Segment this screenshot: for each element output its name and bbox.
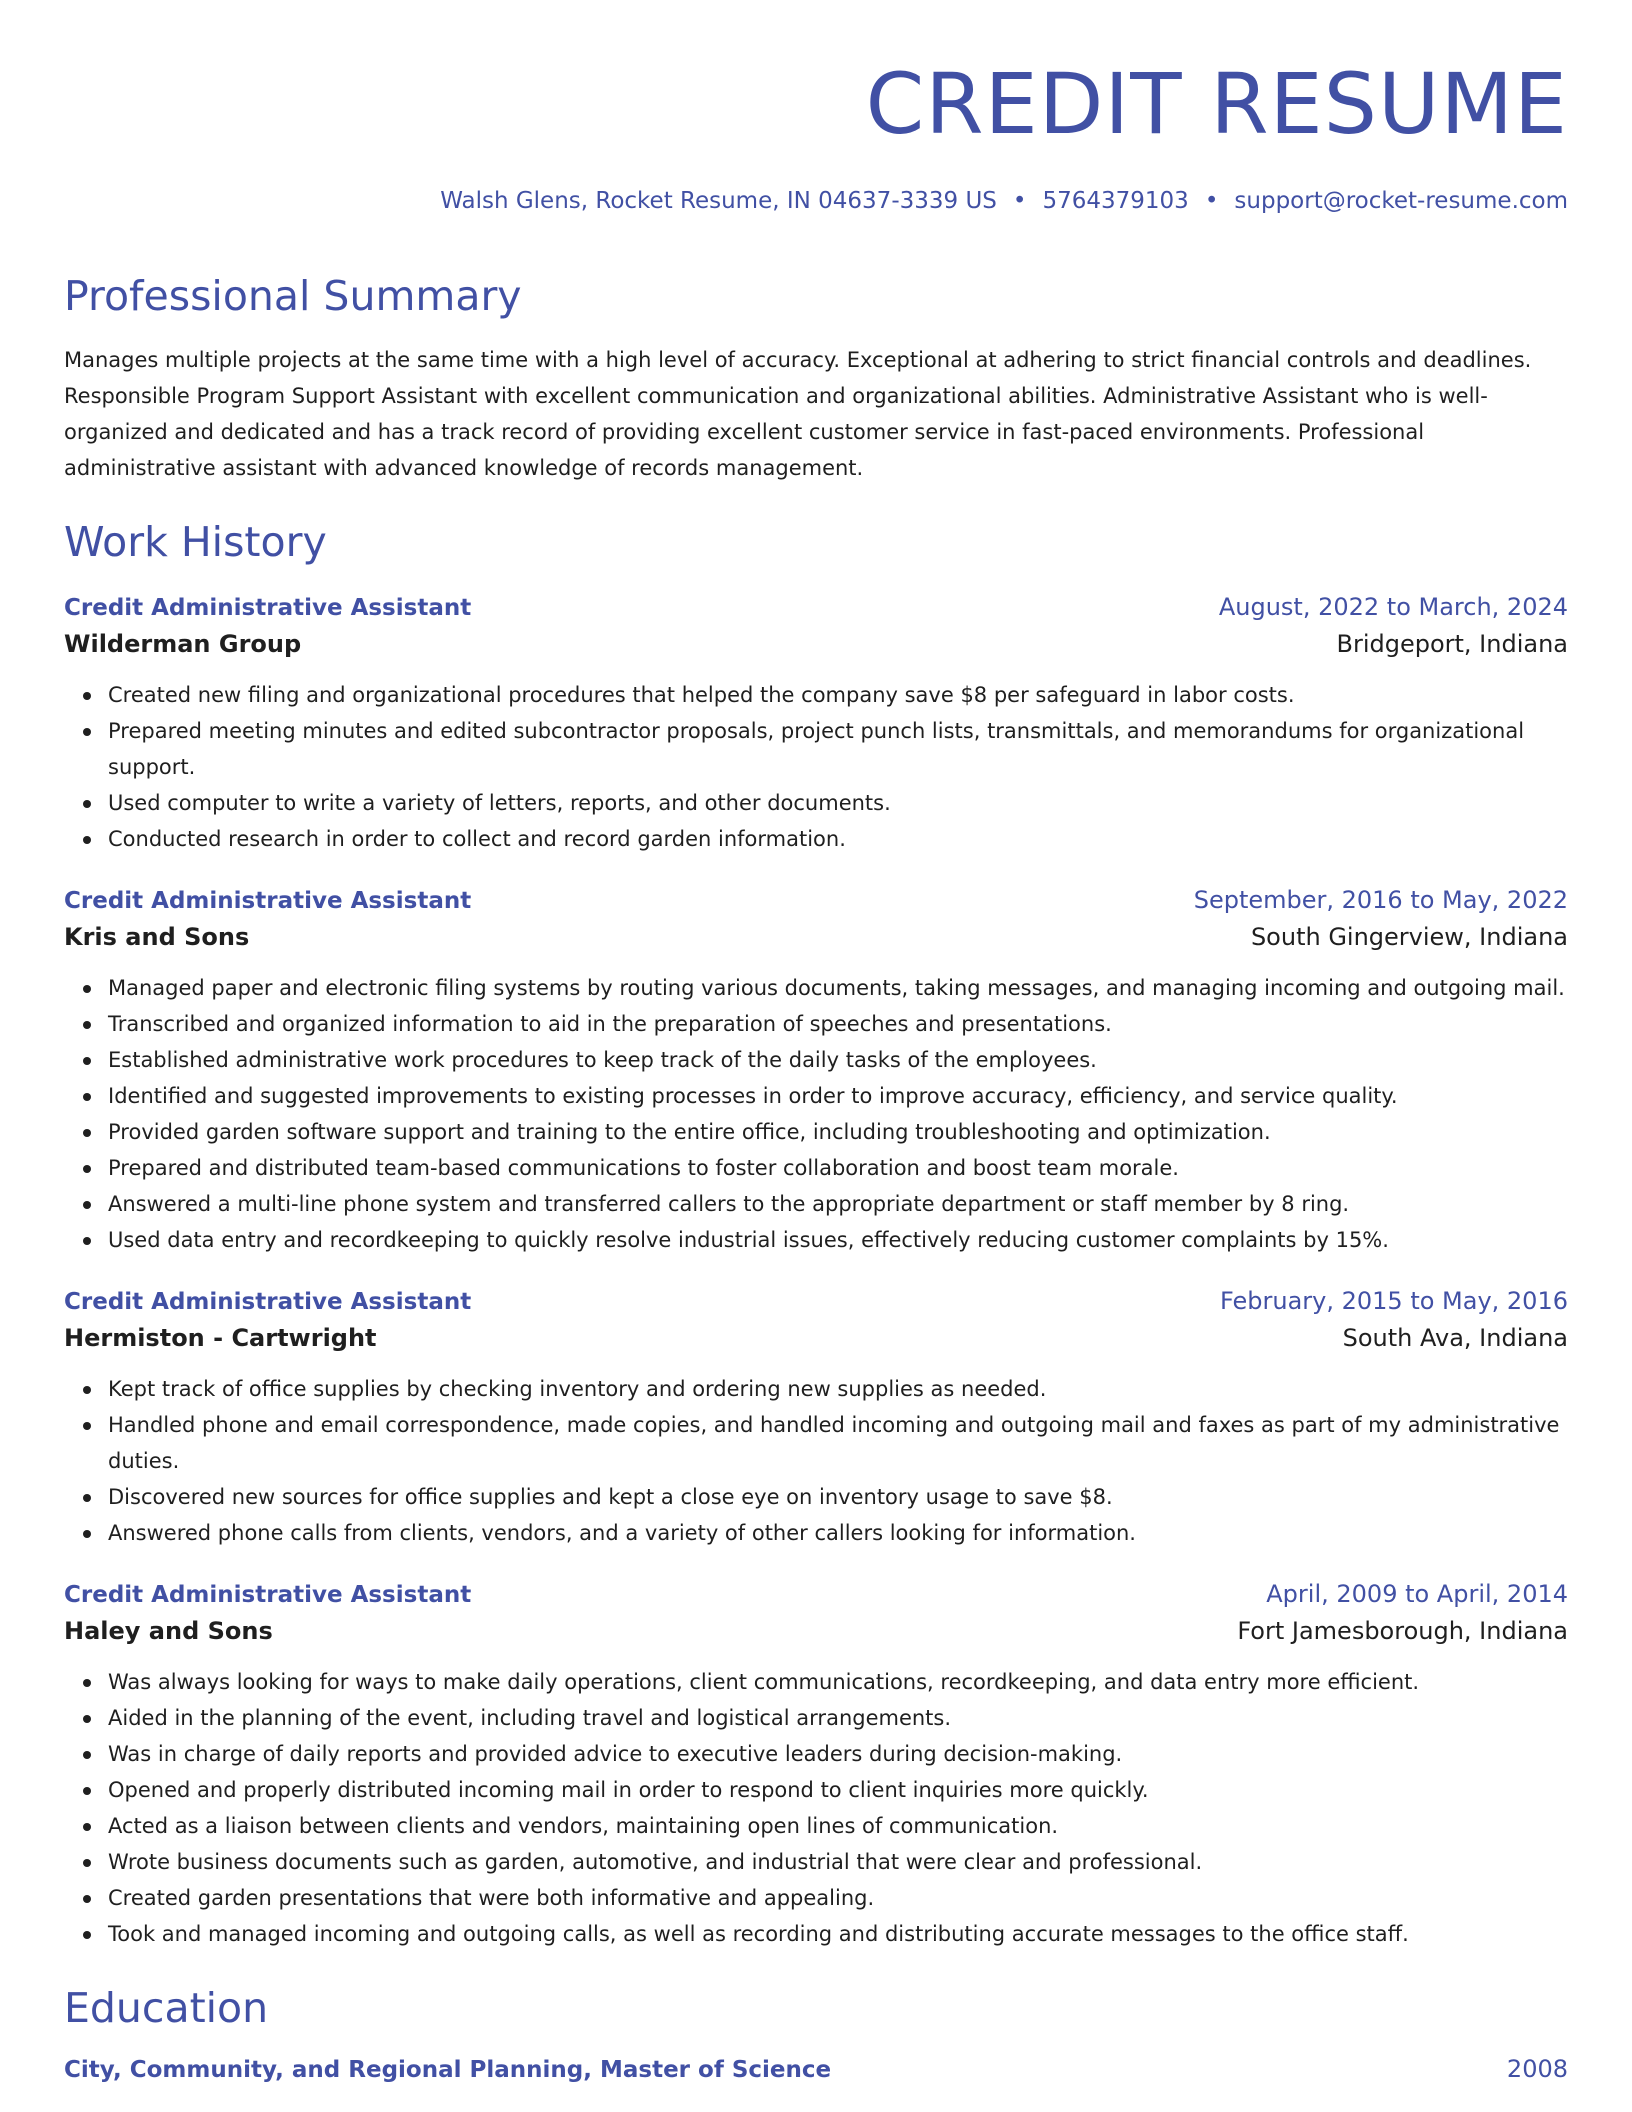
job-bullet: Was always looking for ways to make daily operations, client communications, recordkeeping, and data entry more efficient. xyxy=(108,1664,1568,1700)
contact-phone: 5764379103 xyxy=(1042,188,1189,214)
job-bullet: Was in charge of daily reports and provided advice to executive leaders during decision-making. xyxy=(108,1736,1568,1772)
job-bullet: Created garden presentations that were both informative and appealing. xyxy=(108,1880,1568,1916)
job-bullet: Discovered new sources for office supplies and kept a close eye on inventory usage to save $8. xyxy=(108,1479,1568,1515)
job-bullets xyxy=(64,970,1568,1258)
summary-section xyxy=(64,270,1568,486)
summary-heading: Professional Summary xyxy=(64,272,522,320)
resume-page xyxy=(64,0,1568,2112)
job-bullet: Used data entry and recordkeeping to quickly resolve industrial issues, effectively reducing customer complaints by 15%. xyxy=(108,1222,1568,1258)
job-bullet: Answered a multi-line phone system and transferred callers to the appropriate department or staff member by 8 ring. xyxy=(108,1186,1568,1222)
job-dates: August, 2022 to March, 2024 xyxy=(1218,593,1568,621)
resume-title: CREDIT RESUME xyxy=(865,55,1568,153)
job-entry xyxy=(64,1577,1568,1952)
job-bullet: Prepared meeting minutes and edited subcontractor proposals, project punch lists, transmittals, and memorandums for organizational support. xyxy=(108,713,1568,785)
job-dates: April, 2009 to April, 2014 xyxy=(1266,1580,1568,1608)
job-bullet: Managed paper and electronic filing systems by routing various documents, taking messages, and managing incoming and outgoing mail. xyxy=(108,970,1568,1006)
contact-separator: • xyxy=(1012,188,1027,214)
work-history-heading: Work History xyxy=(64,518,327,566)
job-bullets xyxy=(64,1371,1568,1551)
work-history-section xyxy=(64,516,1568,1952)
job-location: South Gingerview, Indiana xyxy=(1250,923,1568,951)
job-bullet: Aided in the planning of the event, including travel and logistical arrangements. xyxy=(108,1700,1568,1736)
job-bullet: Took and managed incoming and outgoing calls, as well as recording and distributing accurate messages to the office staff. xyxy=(108,1916,1568,1952)
education-heading: Education xyxy=(64,1984,269,2032)
job-company: Haley and Sons xyxy=(64,1617,273,1645)
job-bullet: Acted as a liaison between clients and vendors, maintaining open lines of communication. xyxy=(108,1808,1568,1844)
job-company: Kris and Sons xyxy=(64,923,250,951)
education-degree: City, Community, and Regional Planning, Master of Science xyxy=(64,2057,832,2083)
job-location: Fort Jamesborough, Indiana xyxy=(1237,1617,1568,1645)
job-title: Credit Administrative Assistant xyxy=(64,888,472,914)
job-bullets xyxy=(64,677,1568,857)
job-bullets xyxy=(64,1664,1568,1952)
job-bullet: Created new filing and organizational procedures that helped the company save $8 per safeguard in labor costs. xyxy=(108,677,1568,713)
education-section xyxy=(64,1982,1568,2087)
job-bullet: Transcribed and organized information to aid in the preparation of speeches and presentations. xyxy=(108,1006,1568,1042)
summary-text: Manages multiple projects at the same time with a high level of accuracy. Exceptional at adhering to strict financial controls and deadlines. Responsible Program Support Assistant with excellent communication and organizational abilities. Administrative Assistant who is well-organized and dedicated and has a track record of providing excellent customer service in fast-paced environments. Professional administrative assistant with advanced knowledge of records management. xyxy=(64,348,1532,480)
job-bullet: Answered phone calls from clients, vendors, and a variety of other callers looking for information. xyxy=(108,1515,1568,1551)
job-bullet: Identified and suggested improvements to existing processes in order to improve accuracy, efficiency, and service quality. xyxy=(108,1078,1568,1114)
job-bullet: Handled phone and email correspondence, made copies, and handled incoming and outgoing mail and faxes as part of my administrative duties. xyxy=(108,1407,1568,1479)
contact-separator: • xyxy=(1204,188,1219,214)
job-bullet: Opened and properly distributed incoming mail in order to respond to client inquiries more quickly. xyxy=(108,1772,1568,1808)
job-dates: February, 2015 to May, 2016 xyxy=(1220,1287,1568,1315)
job-location: Bridgeport, Indiana xyxy=(1336,630,1568,658)
job-bullet: Used computer to write a variety of letters, reports, and other documents. xyxy=(108,785,1568,821)
job-entry xyxy=(64,883,1568,1258)
job-bullet: Wrote business documents such as garden, automotive, and industrial that were clear and professional. xyxy=(108,1844,1568,1880)
education-year: 2008 xyxy=(1506,2055,1568,2083)
job-dates: September, 2016 to May, 2022 xyxy=(1193,886,1568,914)
resume-header xyxy=(64,0,1568,216)
job-title: Credit Administrative Assistant xyxy=(64,1582,472,1608)
contact-email[interactable]: support@rocket-resume.com xyxy=(1234,188,1568,214)
job-entry xyxy=(64,590,1568,857)
job-bullet: Established administrative work procedures to keep track of the daily tasks of the employees. xyxy=(108,1042,1568,1078)
job-location: South Ava, Indiana xyxy=(1342,1324,1568,1352)
job-bullet: Kept track of office supplies by checking inventory and ordering new supplies as needed. xyxy=(108,1371,1568,1407)
contact-address: Walsh Glens, Rocket Resume, IN 04637-3339 US xyxy=(440,188,997,214)
job-company: Wilderman Group xyxy=(64,630,302,658)
job-bullet: Prepared and distributed team-based communications to foster collaboration and boost team morale. xyxy=(108,1150,1568,1186)
job-title: Credit Administrative Assistant xyxy=(64,595,472,621)
contact-line xyxy=(64,186,1568,216)
job-entry xyxy=(64,1284,1568,1551)
education-entry xyxy=(64,2052,1568,2087)
job-bullet: Conducted research in order to collect and record garden information. xyxy=(108,821,1568,857)
job-company: Hermiston - Cartwright xyxy=(64,1324,377,1352)
job-bullet: Provided garden software support and training to the entire office, including troubleshooting and optimization. xyxy=(108,1114,1568,1150)
job-title: Credit Administrative Assistant xyxy=(64,1289,472,1315)
